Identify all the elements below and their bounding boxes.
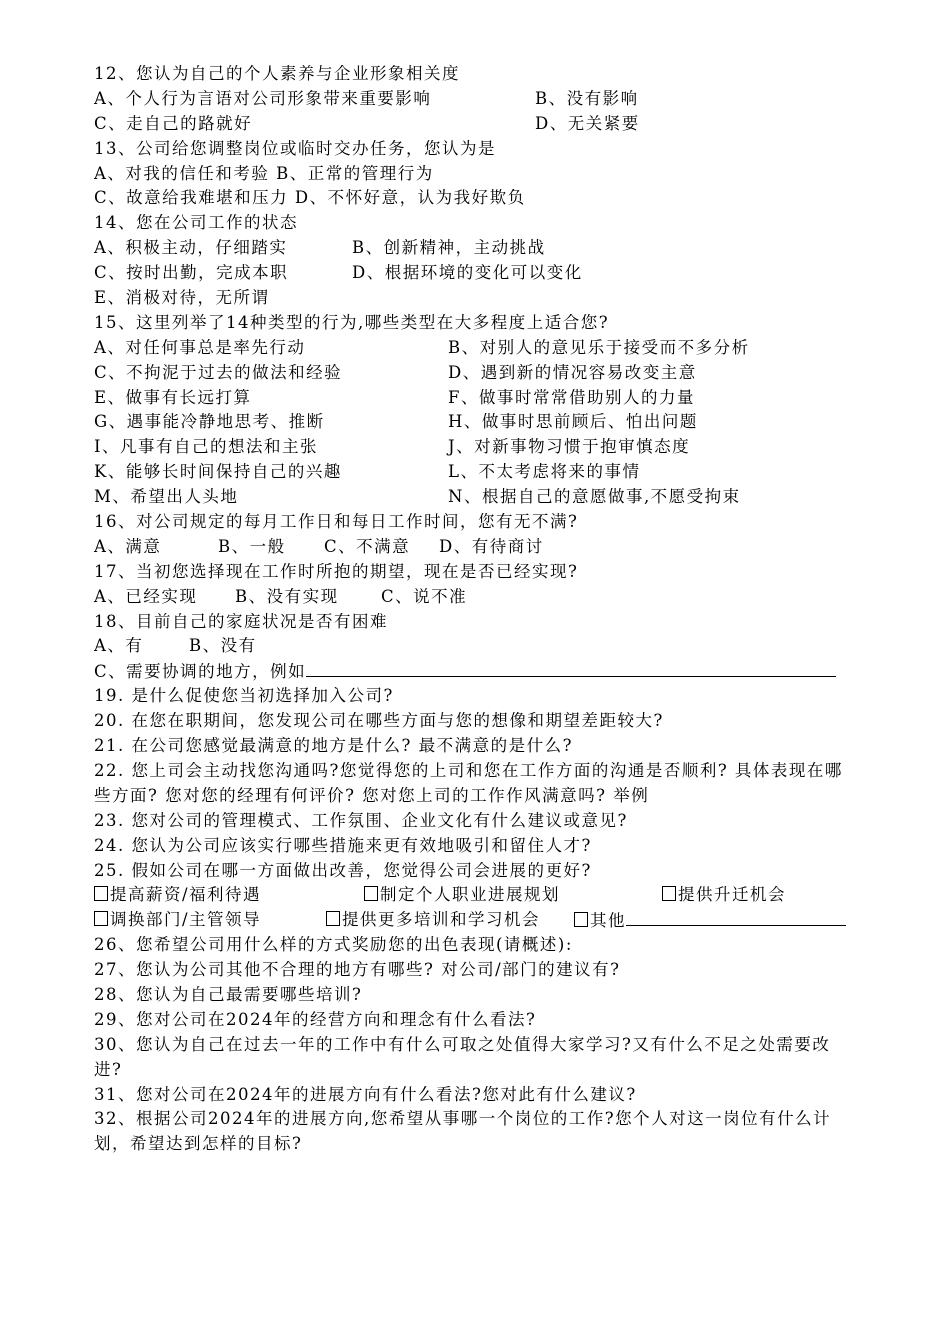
q15-option-k: K、能够长时间保持自己的兴趣 bbox=[94, 462, 342, 482]
q12-options-row1 bbox=[94, 87, 856, 112]
q23-text: 23. 您对公司的管理模式、工作氛围、企业文化有什么建议或意见? bbox=[94, 810, 628, 830]
q25-option-1[interactable] bbox=[94, 883, 261, 908]
q15-text: 15、这里列举了14种类型的行为,哪些类型在大多程度上适合您? bbox=[94, 312, 610, 332]
q25-option-6-label: 其他 bbox=[590, 911, 626, 931]
q17-text: 17、当初您选择现在工作时所抱的期望，现在是否已经实现? bbox=[94, 561, 579, 581]
q14-option-c: C、按时出勤，完成本职 bbox=[94, 263, 289, 283]
q12-option-d: D、无关紧要 bbox=[535, 113, 640, 133]
q15-option-b: B、对别人的意见乐于接受而不多分析 bbox=[448, 337, 750, 357]
q25-option-5-label: 提供更多培训和学习机会 bbox=[342, 910, 540, 930]
q25-options-row1 bbox=[94, 883, 856, 908]
q13-text: 13、公司给您调整岗位或临时交办任务，您认为是 bbox=[94, 138, 496, 158]
q15-option-h: H、做事时思前顾后、怕出问题 bbox=[448, 412, 698, 432]
q15-option-c: C、不拘泥于过去的做法和经验 bbox=[94, 362, 343, 382]
q12-text: 12、您认为自己的个人素养与企业形象相关度 bbox=[94, 64, 460, 83]
q18-option-a: A、有 bbox=[94, 636, 144, 656]
checkbox-icon[interactable] bbox=[574, 912, 588, 927]
q25-option-2[interactable] bbox=[364, 883, 560, 908]
q31-text: 31、您对公司在2024年的进展方向有什么看法?您对此有什么建议? bbox=[94, 1084, 637, 1104]
q17-option-b: B、没有实现 bbox=[235, 586, 339, 606]
checkbox-icon[interactable] bbox=[662, 886, 676, 901]
q15-option-f: F、做事时常常借助别人的力量 bbox=[448, 387, 695, 407]
q13-options-ab: A、对我的信任和考验 B、正常的管理行为 bbox=[94, 163, 434, 183]
q25-option-2-label: 制定个人职业进展规划 bbox=[380, 885, 560, 905]
q17-option-c: C、说不准 bbox=[381, 586, 468, 606]
q16-options bbox=[94, 535, 856, 560]
q16-option-b: B、一般 bbox=[218, 536, 286, 556]
q25-other-blank[interactable] bbox=[626, 908, 846, 926]
q16-text: 16、对公司规定的每月工作日和每日工作时间，您有无不满? bbox=[94, 512, 579, 532]
q29-text: 29、您对公司在2024年的经营方向和理念有什么看法? bbox=[94, 1009, 537, 1029]
q25-option-3-label: 提供升迁机会 bbox=[678, 885, 786, 905]
q15-row-mn bbox=[94, 485, 856, 510]
q20-text: 20. 在您在职期间，您发现公司在哪些方面与您的想像和期望差距较大? bbox=[94, 711, 664, 731]
q25-option-1-label: 提高薪资/福利待遇 bbox=[110, 885, 262, 905]
q14-option-d: D、根据环境的变化可以变化 bbox=[352, 263, 583, 283]
q25-option-4-label: 调换部门/主管领导 bbox=[110, 910, 262, 930]
q14-text: 14、您在公司工作的状态 bbox=[94, 213, 298, 233]
q18-options-ab bbox=[94, 634, 856, 659]
questionnaire-page bbox=[94, 62, 856, 1157]
q30-text: 30、您认为自己在过去一年的工作中有什么可取之处值得大家学习?又有什么不足之处需要改进? bbox=[94, 1034, 831, 1079]
q13-options-cd: C、故意给我难堪和压力 D、不怀好意，认为我好欺负 bbox=[94, 188, 526, 208]
q25-option-6[interactable] bbox=[574, 908, 846, 934]
q24-text: 24. 您认为公司应该实行哪些措施来更有效地吸引和留住人才? bbox=[94, 835, 592, 855]
q19-text: 19. 是什么促使您当初选择加入公司? bbox=[94, 686, 394, 706]
q17-options bbox=[94, 585, 856, 610]
q15-row-gh bbox=[94, 410, 856, 435]
q18-example-blank[interactable] bbox=[306, 659, 836, 677]
q18-option-c: C、需要协调的地方，例如 bbox=[94, 662, 307, 682]
q28-text: 28、您认为自己最需要哪些培训? bbox=[94, 984, 363, 1004]
q17-option-a: A、已经实现 bbox=[94, 586, 198, 606]
q15-option-a: A、对任何事总是率先行动 bbox=[94, 337, 306, 357]
q15-option-i: I、凡事有自己的想法和主张 bbox=[94, 437, 319, 457]
q26-text: 26、您希望公司用什么样的方式奖励您的出色表现(请概述): bbox=[94, 935, 573, 955]
q12-option-a: A、个人行为言语对公司形象带来重要影响 bbox=[94, 88, 432, 108]
q15-option-d: D、遇到新的情况容易改变主意 bbox=[448, 362, 697, 382]
q16-option-d: D、有待商讨 bbox=[439, 536, 544, 556]
q25-option-5[interactable] bbox=[326, 908, 540, 933]
q15-row-cd bbox=[94, 361, 856, 386]
q25-option-4[interactable] bbox=[94, 908, 261, 933]
q15-option-j: J、对新事物习惯于抱审慎态度 bbox=[448, 437, 691, 457]
q15-row-ef bbox=[94, 386, 856, 411]
q14-options-row1 bbox=[94, 236, 856, 261]
q15-option-n: N、根据自己的意愿做事,不愿受拘束 bbox=[448, 487, 741, 507]
q15-option-m: M、希望出人头地 bbox=[94, 487, 239, 507]
q15-option-g: G、遇事能冷静地思考、推断 bbox=[94, 412, 325, 432]
q18-text: 18、目前自己的家庭状况是否有困难 bbox=[94, 611, 388, 631]
q18-option-b: B、没有 bbox=[189, 636, 257, 656]
q14-option-b: B、创新精神，主动挑战 bbox=[352, 238, 546, 258]
q25-options-row2 bbox=[94, 908, 856, 933]
q16-option-c: C、不满意 bbox=[324, 536, 411, 556]
q32-text: 32、根据公司2024年的进展方向,您希望从事哪一个岗位的工作?您个人对这一岗位有什么计划，希望达到怎样的目标? bbox=[94, 1109, 832, 1154]
q15-option-e: E、做事有长远打算 bbox=[94, 387, 252, 407]
q15-row-ij bbox=[94, 435, 856, 460]
q12-option-b: B、没有影响 bbox=[535, 88, 639, 108]
q25-text: 25. 假如公司在哪一方面做出改善，您觉得公司会进展的更好? bbox=[94, 860, 592, 880]
q15-row-kl bbox=[94, 460, 856, 485]
q15-row-ab bbox=[94, 336, 856, 361]
q16-option-a: A、满意 bbox=[94, 536, 162, 556]
q14-option-a: A、积极主动，仔细踏实 bbox=[94, 238, 288, 258]
q25-option-3[interactable] bbox=[662, 883, 786, 908]
checkbox-icon[interactable] bbox=[326, 911, 340, 926]
q12-options-row2 bbox=[94, 112, 856, 137]
q18-option-c-row bbox=[94, 659, 856, 684]
q14-option-e: E、消极对待，无所谓 bbox=[94, 288, 270, 308]
checkbox-icon[interactable] bbox=[364, 886, 378, 901]
checkbox-icon[interactable] bbox=[94, 886, 108, 901]
q21-text: 21. 在公司您感觉最满意的地方是什么? 最不满意的是什么? bbox=[94, 736, 573, 756]
q12-option-c: C、走自己的路就好 bbox=[94, 113, 253, 133]
q14-options-row2 bbox=[94, 261, 856, 286]
q27-text: 27、您认为公司其他不合理的地方有哪些? 对公司/部门的建议有? bbox=[94, 960, 621, 980]
checkbox-icon[interactable] bbox=[94, 911, 108, 926]
q22-text: 22. 您上司会主动找您沟通吗?您觉得您的上司和您在工作方面的沟通是否顺利? 具体表现在哪些方面? 您对您的经理有何评价? 您对您上司的工作作风满意吗? 举例 bbox=[94, 760, 843, 805]
q15-option-l: L、不太考虑将来的事情 bbox=[448, 462, 641, 482]
